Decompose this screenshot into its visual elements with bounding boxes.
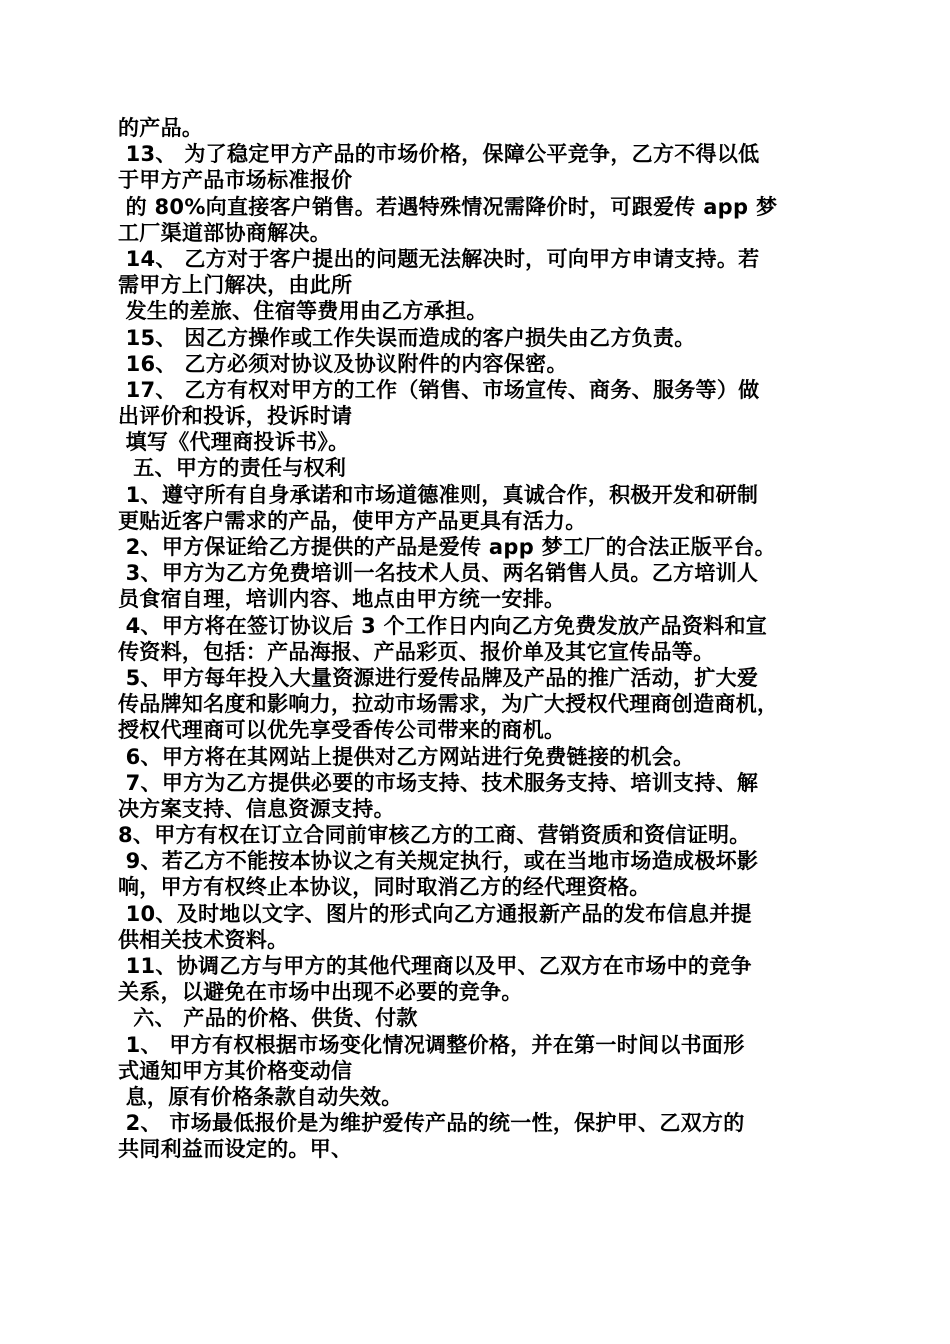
text-line: 员食宿自理，培训内容、地点由甲方统一安排。: [118, 587, 566, 612]
text-line: 3、甲方为乙方免费培训一名技术人员、两名销售人员。乙方培训人: [118, 561, 759, 586]
text-line: 8、甲方有权在订立合同前审核乙方的工商、营销资质和资信证明。: [118, 823, 751, 848]
text-line: 17、 乙方有权对甲方的工作（销售、市场宣传、商务、服务等）做: [118, 377, 760, 402]
text-line: 4、甲方将在签订协议后 3 个工作日内向乙方免费发放产品资料和宣: [118, 613, 768, 638]
text-line: 14、 乙方对于客户提出的问题无法解决时，可向甲方申请支持。若: [118, 246, 760, 271]
text-line: 1、 甲方有权根据市场变化情况调整价格，并在第一时间以书面形: [118, 1032, 745, 1057]
text-line: 6、甲方将在其网站上提供对乙方网站进行免费链接的机会。: [118, 744, 695, 769]
text-line: 更贴近客户需求的产品，使甲方产品更具有活力。: [118, 508, 587, 533]
text-line: 于甲方产品市场标准报价: [118, 168, 353, 193]
text-line: 2、甲方保证给乙方提供的产品是爱传 app 梦工厂的合法正版平台。: [118, 535, 776, 559]
text-line: 决方案支持、信息资源支持。: [118, 796, 395, 821]
text-line: 2、 市场最低报价是为维护爱传产品的统一性，保护甲、乙双方的: [118, 1111, 745, 1136]
text-line: 供相关技术资料。: [118, 927, 289, 952]
text-line: 5、甲方每年投入大量资源进行爱传品牌及产品的推广活动，扩大爱: [118, 665, 759, 690]
text-line: 1、遵守所有自身承诺和市场道德准则，真诚合作，积极开发和研制: [118, 482, 759, 507]
text-line: 传品牌知名度和影响力，拉动市场需求，为广大授权代理商创造商机，: [118, 692, 779, 717]
text-line: 息，原有价格条款自动失效。: [118, 1084, 403, 1109]
text-line: 需甲方上门解决，由此所: [118, 273, 353, 298]
text-line: 16、 乙方必须对协议及协议附件的内容保密。: [118, 351, 568, 376]
text-line: 10、及时地以文字、图片的形式向乙方通报新产品的发布信息并提: [118, 901, 752, 926]
text-line: 填写《代理商投诉书》。: [118, 430, 350, 455]
text-line: 关系，以避免在市场中出现不必要的竞争。: [118, 980, 523, 1005]
section-heading: 五、甲方的责任与权利: [118, 456, 347, 481]
text-line: 的 80%向直接客户销售。若遇特殊情况需降价时，可跟爱传 app 梦: [118, 194, 778, 219]
text-line: 11、协调乙方与甲方的其他代理商以及甲、乙双方在市场中的竞争: [118, 954, 752, 978]
text-line: 15、 因乙方操作或工作失误而造成的客户损失由乙方负责。: [118, 325, 696, 350]
document-body: [118, 115, 838, 1163]
text-line: 式通知甲方其价格变动信: [118, 1058, 353, 1083]
text-line: 工厂渠道部协商解决。: [118, 220, 331, 245]
text-line: 的产品。: [118, 116, 204, 140]
section-heading: 六、 产品的价格、供货、付款: [118, 1006, 418, 1031]
text-line: 共同利益而设定的。甲、: [118, 1137, 353, 1162]
text-line: 9、若乙方不能按本协议之有关规定执行，或在当地市场造成极坏影: [118, 849, 759, 874]
text-line: 7、甲方为乙方提供必要的市场支持、技术服务支持、培训支持、解: [118, 770, 759, 795]
text-line: 发生的差旅、住宿等费用由乙方承担。: [118, 299, 488, 324]
text-line: 传资料，包括：产品海报、产品彩页、报价单及其它宣传品等。: [118, 639, 715, 664]
text-line: 响，甲方有权终止本协议，同时取消乙方的经代理资格。: [118, 875, 651, 900]
text-line: 出评价和投诉，投诉时请: [118, 404, 353, 429]
text-line: 13、 为了稳定甲方产品的市场价格，保障公平竞争，乙方不得以低: [118, 142, 760, 167]
text-line: 授权代理商可以优先享受香传公司带来的商机。: [118, 718, 566, 743]
